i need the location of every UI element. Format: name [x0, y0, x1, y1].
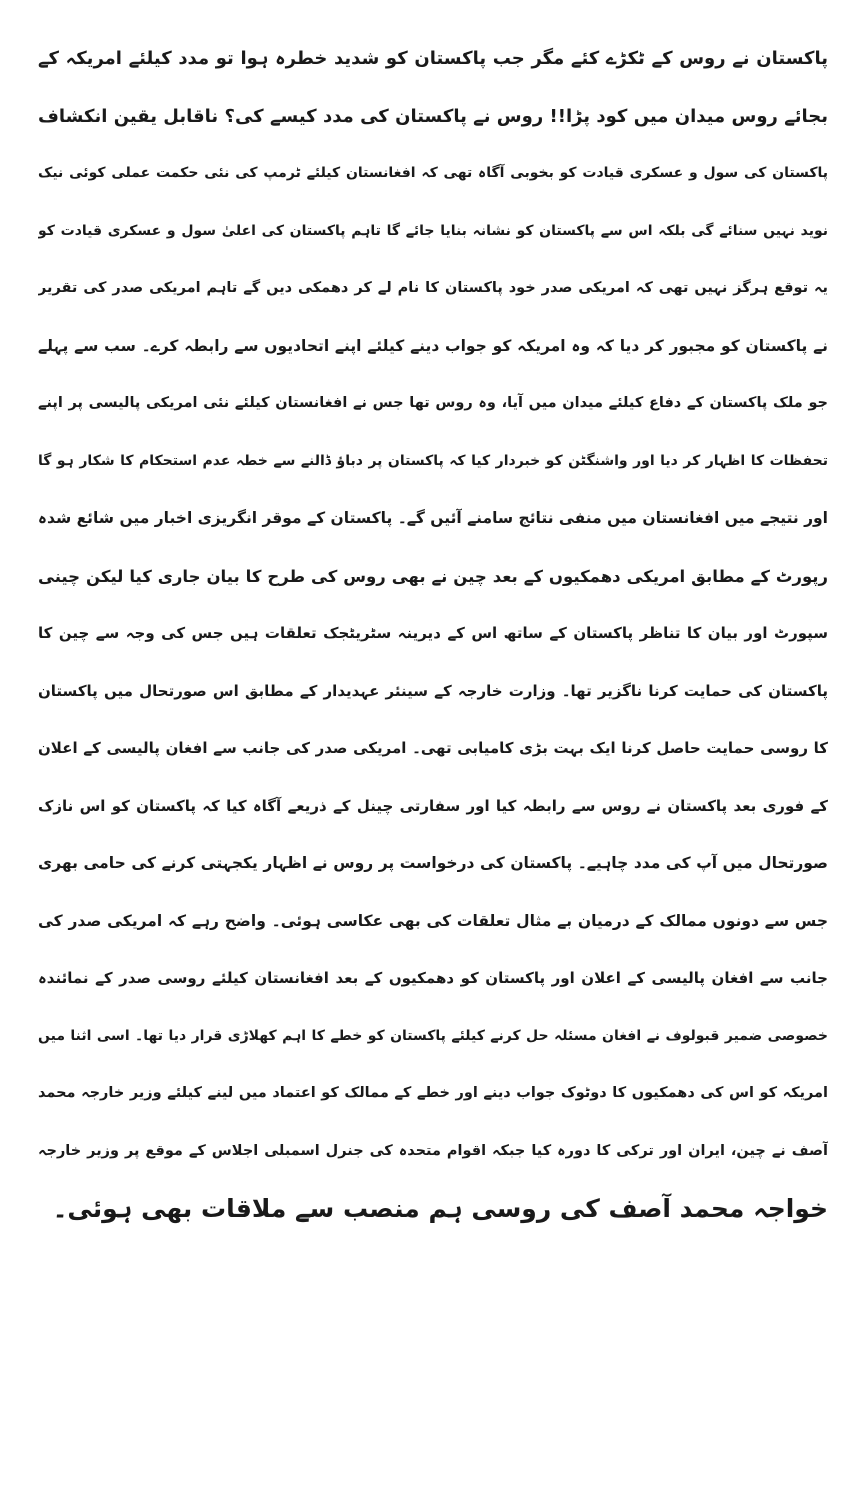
- article-line: بجائے روس میدان میں کود پڑا!! روس نے پاکستان کی مدد کیسے کی؟ ناقابل یقین انکشاف: [38, 105, 828, 127]
- article-line: پاکستان نے روس کے ٹکڑے کئے مگر جب پاکستان کو شدید خطرہ ہوا تو مدد کیلئے امریکہ کے: [38, 48, 828, 69]
- article-line: صورتحال میں آپ کی مدد چاہیے۔ پاکستان کی درخواست پر روس نے اظہار یکجہتی کرنے کی حامی بھری: [38, 854, 828, 872]
- article-line: رپورٹ کے مطابق امریکی دھمکیوں کے بعد چین نے بھی روس کی طرح کا بیان جاری کیا لیکن چینی: [38, 566, 828, 586]
- article-line: آصف نے چین، ایران اور ترکی کا دورہ کیا جبکہ اقوام متحدہ کی جنرل اسمبلی اجلاس کے موقع پر وزیر خارجہ: [38, 1142, 828, 1159]
- article-line: کے فوری بعد پاکستان نے روس سے رابطہ کیا اور سفارتی چینل کے ذریعے آگاہ کیا کہ پاکستان کو اس نازک: [38, 796, 828, 815]
- article-line: جو ملک پاکستان کے دفاع کیلئے میدان میں آیا، وہ روس تھا جس نے افغانستان کیلئے نئی امریکی پالیسی پر اپنے: [38, 395, 828, 411]
- article-line: خصوصی ضمیر قبولوف نے افغان مسئلہ حل کرنے کیلئے پاکستان کو خطے کا اہم کھلاڑی قرار دیا تھا۔ اسی اثنا میں: [38, 1027, 828, 1044]
- article-line: تحفظات کا اظہار کر دیا اور واشنگٹن کو خبردار کیا کہ پاکستان پر دباؤ ڈالنے سے خطہ عدم استحکام کا شکار ہو گا: [38, 452, 828, 469]
- article-line: پاکستان کی سول و عسکری قیادت کو بخوبی آگاہ تھی کہ افغانستان کیلئے ٹرمپ کی نئی حکمت عملی کوئی نیک: [38, 165, 828, 181]
- article-line: جس سے دونوں ممالک کے درمیان بے مثال تعلقات کی بھی عکاسی ہوئی۔ واضح رہے کہ امریکی صدر کی: [38, 911, 828, 930]
- article-line: امریکہ کو اس کی دھمکیوں کا دوٹوک جواب دینے اور خطے کے ممالک کو اعتماد میں لینے کیلئے وزیر خارجہ محمد: [38, 1085, 828, 1101]
- article-line: جانب سے افغان پالیسی کے اعلان اور پاکستان کو دھمکیوں کے بعد افغانستان کیلئے روسی صدر کے نمائندہ: [38, 969, 828, 987]
- article-line: نوید نہیں سنائے گی بلکہ اس سے پاکستان کو نشانہ بنایا جائے گا تاہم پاکستان کی اعلیٰ سول و عسکری قیادت کو: [38, 222, 828, 239]
- article-body: [38, 30, 828, 1238]
- article-line: سپورٹ اور بیان کا تناظر پاکستان کے ساتھ اس کے دیرینہ سٹریٹجک تعلقات ہیں جس کی وجہ سے چین کا: [38, 624, 828, 642]
- article-line: نے پاکستان کو مجبور کر دیا کہ وہ امریکہ کو جواب دینے کیلئے اپنے اتحادیوں سے رابطہ کرے۔ سب سے پہلے: [38, 336, 828, 355]
- article-line: اور نتیجے میں افغانستان میں منفی نتائج سامنے آئیں گے۔ پاکستان کے موقر انگریزی اخبار میں شائع شدہ: [38, 509, 828, 527]
- article-line: کا روسی حمایت حاصل کرنا ایک بہت بڑی کامیابی تھی۔ امریکی صدر کی جانب سے افغان پالیسی کے اعلان: [38, 739, 828, 757]
- article-line: خواجہ محمد آصف کی روسی ہم منصب سے ملاقات بھی ہوئی۔: [52, 1194, 828, 1223]
- article-line: پاکستان کی حمایت کرنا ناگزیر تھا۔ وزارت خارجہ کے سینئر عہدیدار کے مطابق اس صورتحال میں پاکستان: [38, 681, 828, 700]
- article-line: یہ توقع ہرگز نہیں تھی کہ امریکی صدر خود پاکستان کا نام لے کر دھمکی دیں گے تاہم امریکی صدر کی تقریر: [38, 280, 828, 296]
